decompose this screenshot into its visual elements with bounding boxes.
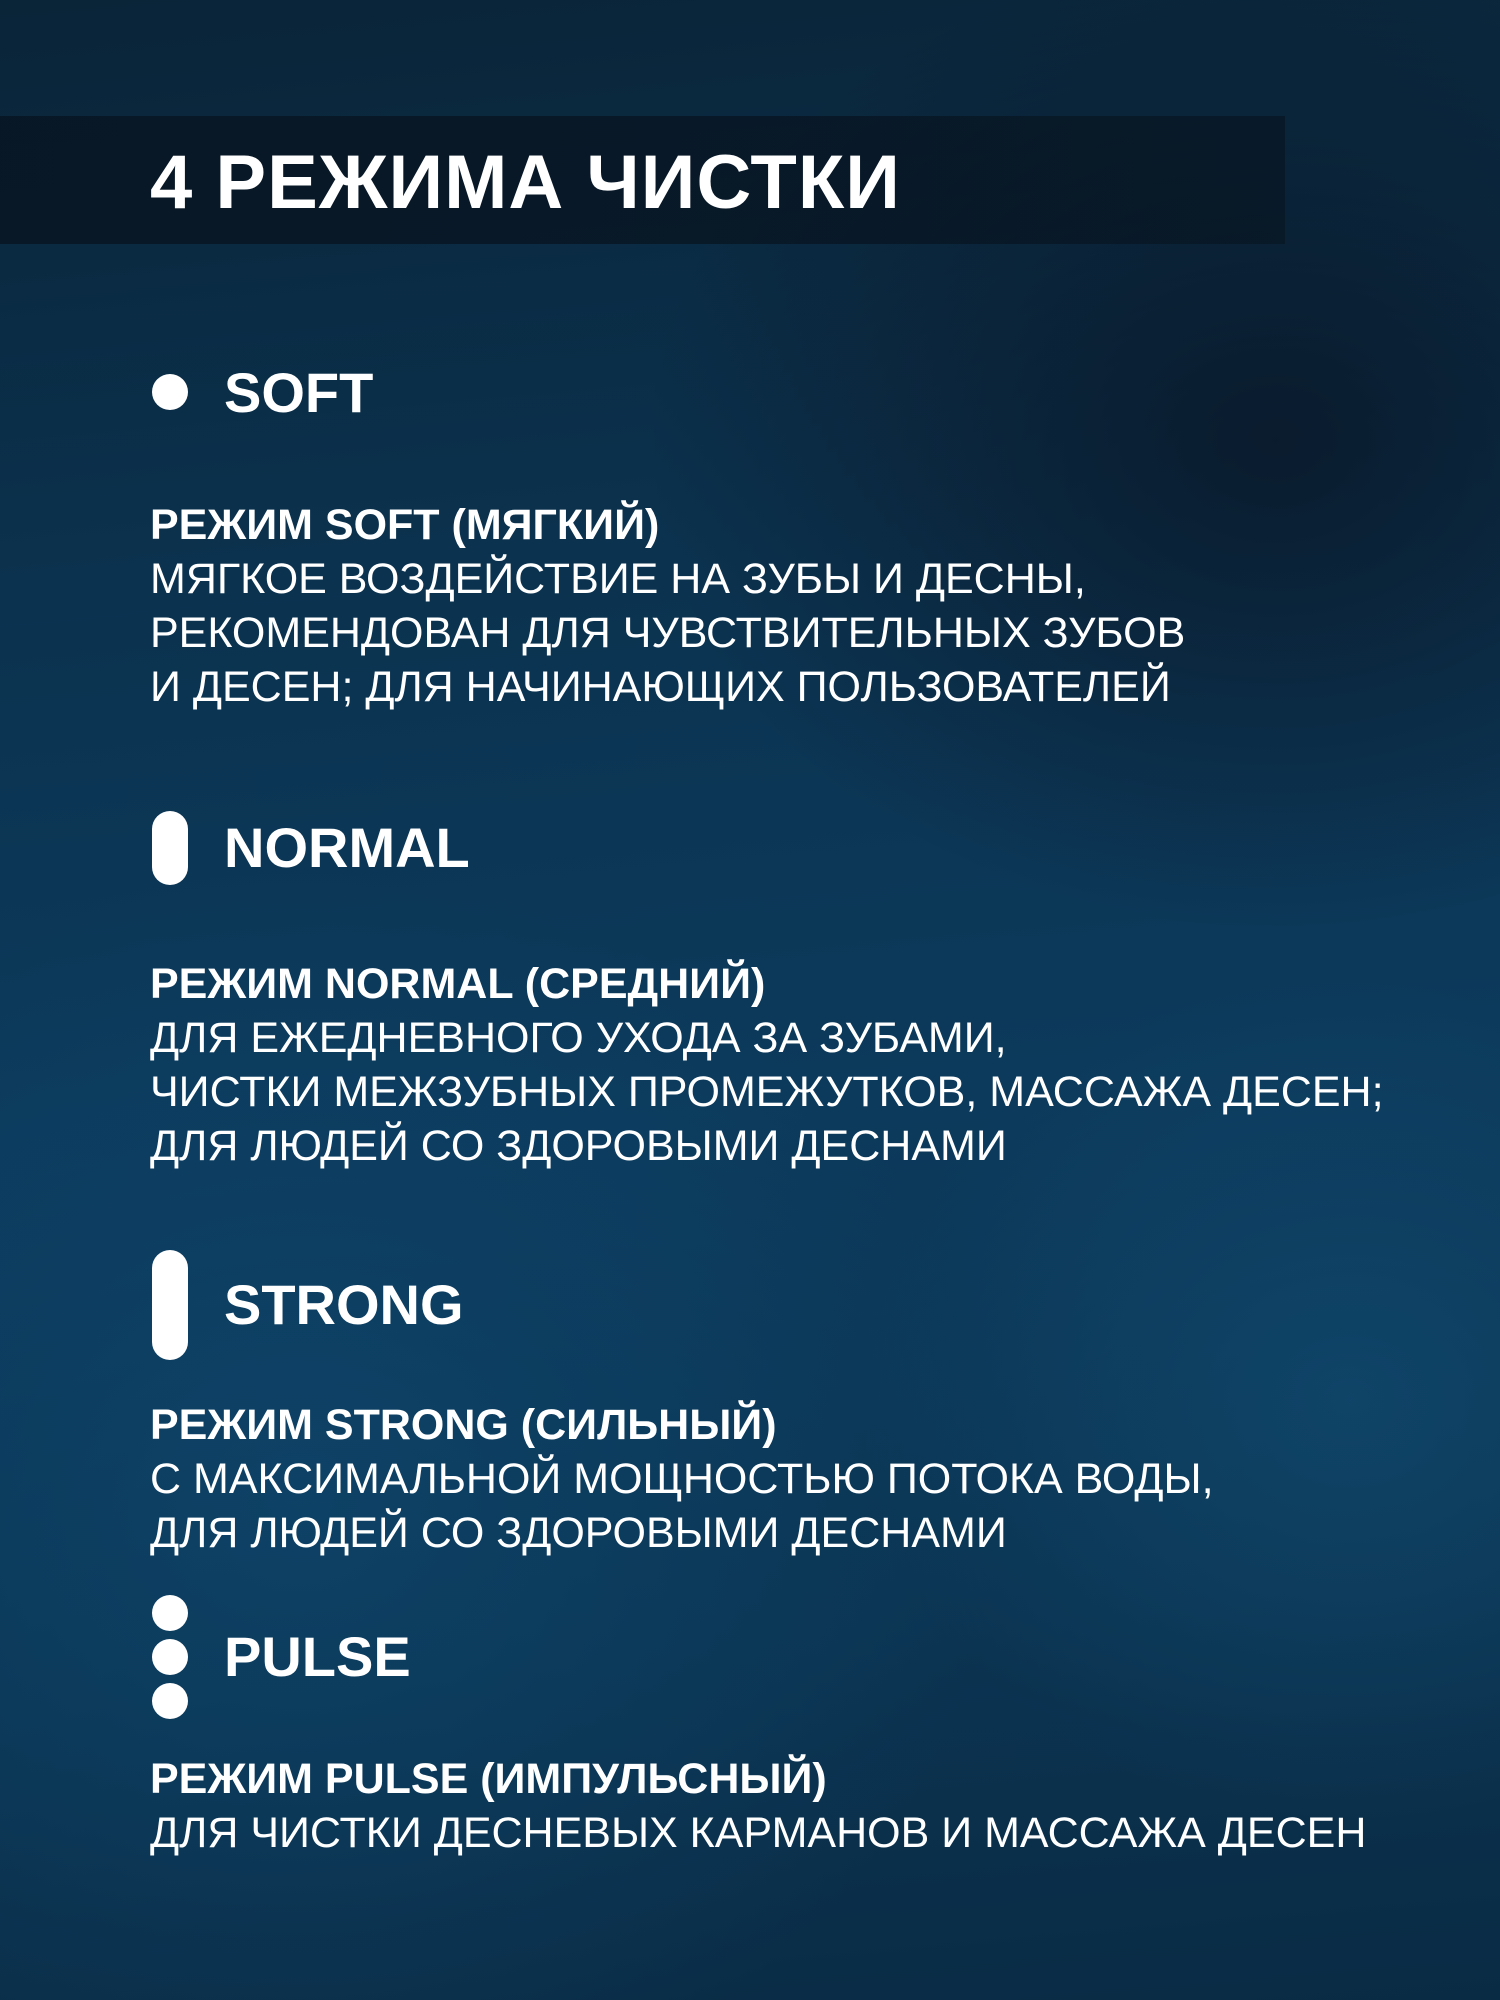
mode-strong-description	[150, 1398, 1450, 1560]
mode-soft-subtitle: РЕЖИМ SOFT (МЯГКИЙ)	[150, 501, 660, 549]
mode-normal-line: ЧИСТКИ МЕЖЗУБНЫХ ПРОМЕЖУТКОВ, МАССАЖА ДЕСЕН;	[150, 1068, 1384, 1116]
mode-soft-name: SOFT	[224, 361, 374, 424]
pulse-dot-icon	[152, 1595, 188, 1631]
mode-normal-line: ДЛЯ ЛЮДЕЙ СО ЗДОРОВЫМИ ДЕСНАМИ	[150, 1122, 1007, 1170]
mode-strong-header	[150, 1250, 1050, 1360]
mode-strong-line: ДЛЯ ЛЮДЕЙ СО ЗДОРОВЫМИ ДЕСНАМИ	[150, 1509, 1007, 1557]
mode-soft-header	[150, 340, 1050, 450]
mode-soft-line: И ДЕСЕН; ДЛЯ НАЧИНАЮЩИХ ПОЛЬЗОВАТЕЛЕЙ	[150, 663, 1171, 711]
page-title: 4 РЕЖИМА ЧИСТКИ	[150, 140, 901, 225]
mode-pulse-header	[150, 1592, 1050, 1722]
mode-strong-line: С МАКСИМАЛЬНОЙ МОЩНОСТЬЮ ПОТОКА ВОДЫ,	[150, 1455, 1214, 1503]
pulse-dot-icon	[152, 1639, 188, 1675]
mode-normal-line: ДЛЯ ЕЖЕДНЕВНОГО УХОДА ЗА ЗУБАМИ,	[150, 1014, 1007, 1062]
normal-pill-icon	[152, 811, 188, 885]
mode-strong-subtitle: РЕЖИМ STRONG (СИЛЬНЫЙ)	[150, 1401, 777, 1449]
mode-pulse-name: PULSE	[224, 1625, 411, 1688]
mode-normal-name: NORMAL	[224, 816, 470, 879]
mode-normal-description	[150, 957, 1450, 1173]
mode-strong-name: STRONG	[224, 1273, 464, 1336]
mode-pulse-line: ДЛЯ ЧИСТКИ ДЕСНЕВЫХ КАРМАНОВ И МАССАЖА ДЕСЕН	[150, 1809, 1367, 1857]
mode-normal-header	[150, 795, 1050, 905]
mode-normal-subtitle: РЕЖИМ NORMAL (СРЕДНИЙ)	[150, 960, 766, 1008]
pulse-dot-icon	[152, 1683, 188, 1719]
mode-soft-description	[150, 498, 1450, 714]
mode-soft-line: МЯГКОЕ ВОЗДЕЙСТВИЕ НА ЗУБЫ И ДЕСНЫ,	[150, 555, 1086, 603]
mode-pulse-subtitle: РЕЖИМ PULSE (ИМПУЛЬСНЫЙ)	[150, 1755, 827, 1803]
strong-bar-icon	[152, 1250, 188, 1360]
soft-dot-icon	[152, 374, 188, 410]
mode-soft-line: РЕКОМЕНДОВАН ДЛЯ ЧУВСТВИТЕЛЬНЫХ ЗУБОВ	[150, 609, 1186, 657]
mode-pulse-description	[150, 1752, 1450, 1860]
